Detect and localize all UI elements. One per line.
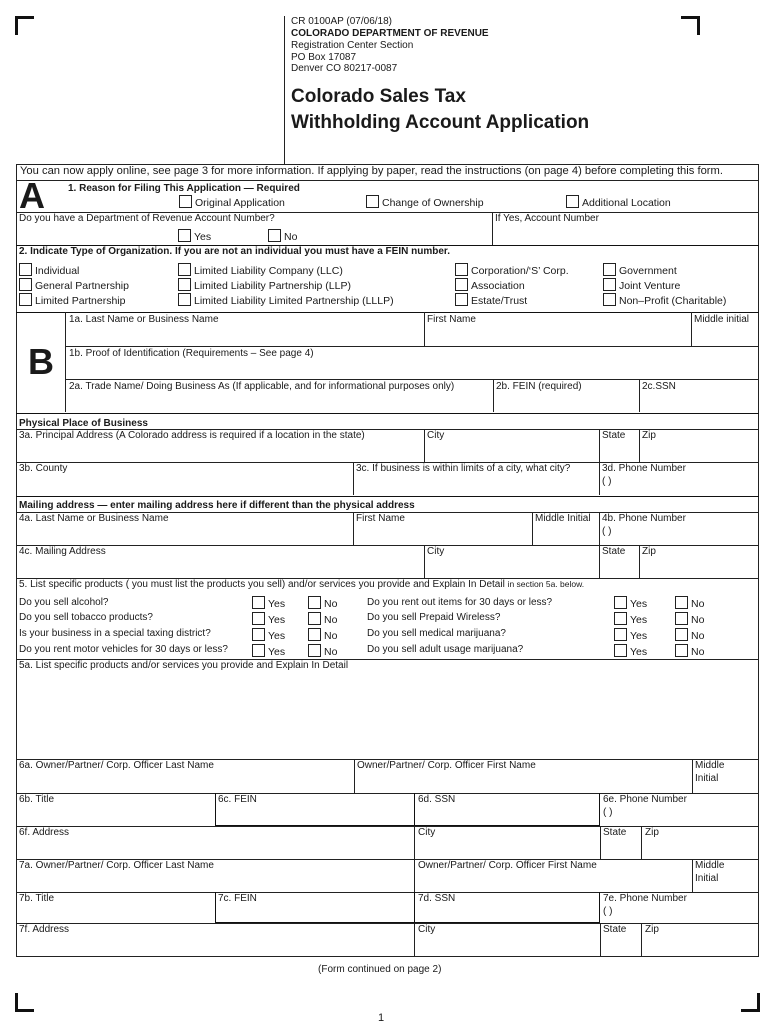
field-4c-zip-label: Zip xyxy=(642,546,656,557)
org-joint-venture-checkbox[interactable] xyxy=(603,278,680,292)
alcohol-yes-checkbox[interactable] xyxy=(252,596,285,610)
field-7c-label: 7c. FEIN xyxy=(218,893,257,904)
divider xyxy=(16,180,759,181)
rent-items-no-label: No xyxy=(691,598,705,610)
field-7b-label: 7b. Title xyxy=(19,893,55,904)
field-7d-label: 7d. SSN xyxy=(418,893,456,904)
field-7a-first-name-label: Owner/Partner/ Corp. Officer First Name xyxy=(418,860,597,871)
field-4a-middle-initial-label: Middle Initial xyxy=(535,513,591,524)
field-6f-city-label: City xyxy=(418,827,436,838)
account-number-input[interactable] xyxy=(493,226,758,244)
field-7a-initial-label: Initial xyxy=(695,873,719,884)
medical-marijuana-no-checkbox[interactable] xyxy=(675,628,704,642)
org-lllp-checkbox[interactable] xyxy=(178,293,394,307)
divider xyxy=(353,462,354,495)
adult-marijuana-yes-checkbox[interactable] xyxy=(614,644,647,658)
divider xyxy=(600,826,601,859)
question-rent-items: Do you rent out items for 30 days or less? xyxy=(367,597,553,608)
section-b-letter: B xyxy=(28,341,54,382)
org-association-checkbox[interactable] xyxy=(455,278,525,292)
divider xyxy=(600,923,601,957)
org-llp-label: Limited Liability Partnership (LLP) xyxy=(194,280,351,292)
field-2c-label: 2c.SSN xyxy=(642,381,676,392)
corner-mark-bottom-right xyxy=(741,993,760,1012)
prepaid-wireless-no-label: No xyxy=(691,614,705,626)
field-6f-label: 6f. Address xyxy=(19,827,70,838)
tobacco-yes-checkbox[interactable] xyxy=(252,612,285,626)
divider xyxy=(692,759,693,793)
org-nonprofit-label: Non–Profit (Charitable) xyxy=(619,295,727,307)
medical-marijuana-yes-checkbox[interactable] xyxy=(614,628,647,642)
field-6b-label: 6b. Title xyxy=(19,794,55,805)
question-adult-marijuana: Do you sell adult usage marijuana? xyxy=(367,644,524,655)
form-title-line2: Withholding Account Application xyxy=(291,112,590,133)
account-no-checkbox[interactable] xyxy=(268,229,297,243)
divider xyxy=(414,923,415,957)
adult-marijuana-no-checkbox[interactable] xyxy=(675,644,704,658)
divider xyxy=(493,379,494,412)
field-4b-label: 4b. Phone Number xyxy=(602,513,686,524)
products-title-main: 5. List specific products ( you must list the products you sell) and/or services you provide and Explain In Detail xyxy=(19,579,505,590)
org-lllp-label: Limited Liability Limited Partnership (LLLP) xyxy=(194,295,394,307)
field-7f-zip-label: Zip xyxy=(645,924,659,935)
special-district-yes-label: Yes xyxy=(268,630,286,642)
products-title xyxy=(19,579,584,590)
question-medical-marijuana: Do you sell medical marijuana? xyxy=(367,628,506,639)
field-6f-zip-label: Zip xyxy=(645,827,659,838)
divider xyxy=(639,545,640,578)
divider xyxy=(16,496,759,497)
corner-mark-bottom-left xyxy=(15,993,34,1012)
field-7f-state-label: State xyxy=(603,924,627,935)
special-district-no-label: No xyxy=(324,630,338,642)
divider xyxy=(639,379,640,412)
field-6e-phone-paren: ( ) xyxy=(603,807,613,818)
field-6d-label: 6d. SSN xyxy=(418,794,456,805)
mailing-title: Mailing address — enter mailing address here if different than the physical address xyxy=(19,500,415,511)
rent-vehicles-yes-label: Yes xyxy=(268,646,286,658)
field-3a-state-label: State xyxy=(602,430,626,441)
question-alcohol: Do you sell alcohol? xyxy=(19,597,109,608)
department-name: COLORADO DEPARTMENT OF REVENUE xyxy=(291,28,489,39)
org-llc-label: Limited Liability Company (LLC) xyxy=(194,265,343,277)
reason-change-ownership-label: Change of Ownership xyxy=(382,197,484,209)
field-7a-middle-label: Middle xyxy=(695,860,725,871)
divider xyxy=(599,512,600,545)
field-4c-city-label: City xyxy=(427,546,445,557)
department-section: Registration Center Section xyxy=(291,40,414,51)
org-llc-checkbox[interactable] xyxy=(178,263,343,277)
form-continued-note: (Form continued on page 2) xyxy=(318,964,442,975)
field-7a-label: 7a. Owner/Partner/ Corp. Officer Last Name xyxy=(19,860,214,871)
field-6c-label: 6c. FEIN xyxy=(218,794,257,805)
divider xyxy=(414,859,415,892)
field-4a-label: 4a. Last Name or Business Name xyxy=(19,513,169,524)
special-district-no-checkbox[interactable] xyxy=(308,628,337,642)
field-3d-phone-paren: ( ) xyxy=(602,476,612,487)
field-3d-label: 3d. Phone Number xyxy=(602,463,686,474)
prepaid-wireless-yes-checkbox[interactable] xyxy=(614,612,647,626)
po-box: PO Box 17087 xyxy=(291,52,357,63)
form-title-line1: Colorado Sales Tax xyxy=(291,86,466,107)
divider xyxy=(599,462,600,495)
divider xyxy=(692,859,693,892)
alcohol-yes-label: Yes xyxy=(268,598,286,610)
account-question: Do you have a Department of Revenue Account Number? xyxy=(19,213,275,224)
field-6a-initial-label: Initial xyxy=(695,773,719,784)
medical-marijuana-yes-label: Yes xyxy=(630,630,648,642)
field-7f-city-label: City xyxy=(418,924,436,935)
org-estate-trust-checkbox[interactable] xyxy=(455,293,527,307)
field-5a-textarea[interactable] xyxy=(18,674,756,758)
prepaid-wireless-no-checkbox[interactable] xyxy=(675,612,704,626)
field-1a-middle-initial-label: Middle initial xyxy=(694,314,750,325)
field-1a-input[interactable] xyxy=(66,327,423,345)
question-special-district: Is your business in a special taxing district? xyxy=(19,628,211,639)
field-3c-label: 3c. If business is within limits of a city, what city? xyxy=(356,463,571,474)
rent-items-yes-checkbox[interactable] xyxy=(614,596,647,610)
field-7e-label: 7e. Phone Number xyxy=(603,893,687,904)
org-corporation-checkbox[interactable] xyxy=(455,263,569,277)
org-general-partnership-checkbox[interactable] xyxy=(19,278,129,292)
divider xyxy=(599,545,600,578)
corner-mark-top-right xyxy=(681,16,700,35)
divider xyxy=(65,346,759,347)
divider xyxy=(532,512,533,545)
org-association-label: Association xyxy=(471,280,525,292)
org-individual-label: Individual xyxy=(35,265,80,277)
org-government-label: Government xyxy=(619,265,677,277)
field-4b-phone-paren: ( ) xyxy=(602,526,612,537)
adult-marijuana-no-label: No xyxy=(691,646,705,658)
field-3a-city-label: City xyxy=(427,430,445,441)
org-limited-partnership-checkbox[interactable] xyxy=(19,293,125,307)
divider xyxy=(16,312,759,313)
field-1b-input[interactable] xyxy=(66,361,756,378)
question-rent-vehicles: Do you rent motor vehicles for 30 days or less? xyxy=(19,644,228,655)
divider xyxy=(641,923,642,957)
tobacco-yes-label: Yes xyxy=(268,614,286,626)
adult-marijuana-yes-label: Yes xyxy=(630,646,648,658)
divider xyxy=(639,429,640,462)
field-4c-label: 4c. Mailing Address xyxy=(19,546,106,557)
rent-vehicles-no-label: No xyxy=(324,646,338,658)
field-6a-label: 6a. Owner/Partner/ Corp. Officer Last Name xyxy=(19,760,214,771)
field-1a-first-name-label: First Name xyxy=(427,314,476,325)
org-general-partnership-label: General Partnership xyxy=(35,280,129,292)
physical-title: Physical Place of Business xyxy=(19,418,148,429)
divider xyxy=(16,413,759,414)
section-a-letter: A xyxy=(19,175,45,216)
question-tobacco: Do you sell tobacco products? xyxy=(19,612,153,623)
divider xyxy=(691,312,692,346)
reason-additional-location-checkbox[interactable] xyxy=(566,195,671,209)
question-prepaid-wireless: Do you sell Prepaid Wireless? xyxy=(367,612,501,623)
rent-items-yes-label: Yes xyxy=(630,598,648,610)
tobacco-no-label: No xyxy=(324,614,338,626)
rent-vehicles-no-checkbox[interactable] xyxy=(308,644,337,658)
reason-original-checkbox[interactable] xyxy=(179,195,285,209)
field-1b-label: 1b. Proof of Identification (Requirements – See page 4) xyxy=(69,348,314,359)
prepaid-wireless-yes-label: Yes xyxy=(630,614,648,626)
org-individual-checkbox[interactable] xyxy=(19,263,79,277)
org-limited-partnership-label: Limited Partnership xyxy=(35,295,126,307)
field-6a-first-name-label: Owner/Partner/ Corp. Officer First Name xyxy=(357,760,536,771)
field-3a-zip-label: Zip xyxy=(642,430,656,441)
field-1a-label: 1a. Last Name or Business Name xyxy=(69,314,219,325)
field-4a-first-name-label: First Name xyxy=(356,513,405,524)
account-number-label: If Yes, Account Number xyxy=(495,213,599,224)
medical-marijuana-no-label: No xyxy=(691,630,705,642)
divider xyxy=(424,545,425,578)
field-5a-label: 5a. List specific products and/or services you provide and Explain In Detail xyxy=(19,660,349,671)
divider xyxy=(641,826,642,859)
account-yes-checkbox[interactable] xyxy=(178,229,211,243)
reason-additional-location-label: Additional Location xyxy=(582,197,671,209)
org-corporation-label: Corporation/‘S’ Corp. xyxy=(471,265,569,277)
divider xyxy=(599,429,600,462)
field-7e-phone-paren: ( ) xyxy=(603,906,613,917)
field-2a-label: 2a. Trade Name/ Doing Business As (If applicable, and for informational purposes only) xyxy=(69,381,455,392)
divider xyxy=(353,512,354,545)
org-government-checkbox[interactable] xyxy=(603,263,677,277)
alcohol-no-label: No xyxy=(324,598,338,610)
field-7f-label: 7f. Address xyxy=(19,924,70,935)
special-district-yes-checkbox[interactable] xyxy=(252,628,285,642)
divider xyxy=(424,429,425,462)
rent-items-no-checkbox[interactable] xyxy=(675,596,704,610)
divider xyxy=(414,826,415,859)
reason-original-label: Original Application xyxy=(195,197,285,209)
account-yes-label: Yes xyxy=(194,231,212,243)
form-code: CR 0100AP (07/06/18) xyxy=(291,16,392,27)
field-1a-first-name-input[interactable] xyxy=(425,327,690,345)
org-llp-checkbox[interactable] xyxy=(178,278,351,292)
divider xyxy=(354,759,355,793)
field-6f-state-label: State xyxy=(603,827,627,838)
intro-text: You can now apply online, see page 3 for more information. If applying by paper, read the instructions (on page 4) before completing this form. xyxy=(20,165,723,177)
field-4c-state-label: State xyxy=(602,546,626,557)
org-joint-venture-label: Joint Venture xyxy=(619,280,681,292)
reason-title: 1. Reason for Filing This Application — Required xyxy=(68,183,300,194)
city-zip: Denver CO 80217-0087 xyxy=(291,63,398,74)
org-title: 2. Indicate Type of Organization. If you are not an individual you must have a FEIN number. xyxy=(19,246,450,257)
field-2b-label: 2b. FEIN (required) xyxy=(496,381,582,392)
org-nonprofit-checkbox[interactable] xyxy=(603,293,726,307)
tobacco-no-checkbox[interactable] xyxy=(308,612,337,626)
header-divider xyxy=(284,16,285,164)
page-number: 1 xyxy=(378,1012,385,1024)
divider xyxy=(65,379,759,380)
reason-change-ownership-checkbox[interactable] xyxy=(366,195,484,209)
field-3a-label: 3a. Principal Address (A Colorado address is required if a location in the state) xyxy=(19,430,365,441)
rent-vehicles-yes-checkbox[interactable] xyxy=(252,644,285,658)
field-6a-middle-label: Middle xyxy=(695,760,725,771)
org-estate-trust-label: Estate/Trust xyxy=(471,295,528,307)
account-no-label: No xyxy=(284,231,298,243)
corner-mark-top-left xyxy=(15,16,34,35)
products-title-small: in section 5a. below. xyxy=(507,579,585,589)
field-3b-label: 3b. County xyxy=(19,463,68,474)
alcohol-no-checkbox[interactable] xyxy=(308,596,337,610)
field-6e-label: 6e. Phone Number xyxy=(603,794,687,805)
